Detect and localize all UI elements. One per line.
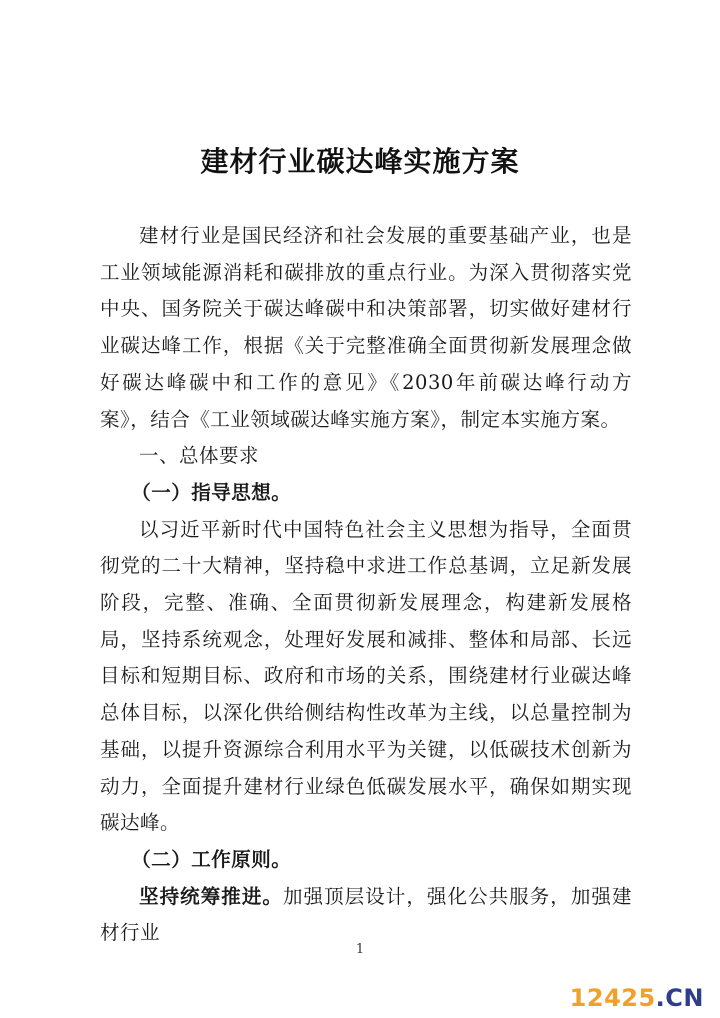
page-number: 1 — [355, 942, 365, 957]
watermark-number: 12425 — [569, 984, 656, 1012]
principle-text: 加强顶层设计，强化公共服务，加强建材行业 — [100, 884, 632, 945]
principle-lead: 坚持统筹推进。 — [139, 884, 283, 908]
document-title: 建材行业碳达峰实施方案 — [200, 145, 520, 178]
subsection-heading-work-principles: （二）工作原则。 — [131, 847, 292, 871]
site-watermark — [570, 984, 704, 1012]
document-body — [100, 218, 632, 952]
guiding-ideology-paragraph: 以习近平新时代中国特色社会主义思想为指导，全面贯彻党的二十大精神，坚持稳中求进工作总基调，立足新发展阶段，完整、准确、全面贯彻新发展理念，构建新发展格局，坚持系统观念，处理好发展和减排、整体和局部、长远目标和短期目标、政府和市场的关系，围绕建材行业碳达峰总体目标，以深化供给侧结构性改革为主线，以总量控制为基础，以提升资源综合利用水平为关键，以低碳技术创新为动力，全面提升建材行业绿色低碳发展水平，确保如期实现碳达峰。 — [100, 517, 632, 835]
subsection-heading-guiding-ideology: （一）指导思想。 — [131, 480, 292, 504]
watermark-suffix: CN — [665, 984, 704, 1012]
watermark-dot: . — [655, 984, 666, 1012]
section-heading-general-requirements: 一、总体要求 — [139, 444, 260, 468]
intro-paragraph: 建材行业是国民经济和社会发展的重要基础产业，也是工业领域能源消耗和碳排放的重点行业。为深入贯彻落实党中央、国务院关于碳达峰碳中和决策部署，切实做好建材行业碳达峰工作，根据《关于完整准确全面贯彻新发展理念做好碳达峰碳中和工作的意见》《2030年前碳达峰行动方案》，结合《工业领域碳达峰实施方案》，制定本实施方案。 — [100, 224, 632, 431]
